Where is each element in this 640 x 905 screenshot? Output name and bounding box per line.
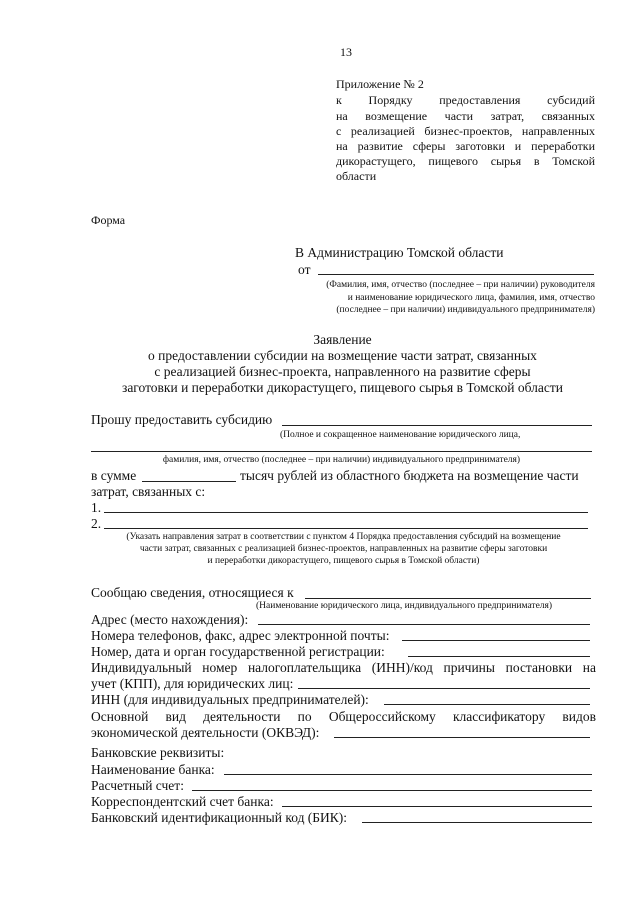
bik-field[interactable]: [362, 822, 592, 823]
appendix-line-1: к Порядку предоставления субсидий: [336, 93, 595, 107]
phones-field[interactable]: [402, 640, 590, 641]
cost-item-1-label: 1.: [91, 500, 102, 515]
cost-item-1-field[interactable]: [104, 512, 588, 513]
appendix-line-2: на возмещение части затрат, связанных: [336, 109, 595, 123]
bank-name-label: Наименование банка:: [91, 762, 215, 777]
sum-label: в сумме: [91, 468, 137, 483]
sum-text: тысяч рублей из областного бюджета на возмещение части: [240, 468, 579, 483]
appendix-title: Приложение № 2: [336, 77, 424, 91]
page-number: 13: [340, 45, 352, 59]
request-applicant-field-2[interactable]: [91, 451, 592, 452]
inn-ip-label: ИНН (для индивидуальных предпринимателей):: [91, 692, 369, 707]
okved-label-2: экономической деятельности (ОКВЭД):: [91, 725, 320, 740]
sum-field[interactable]: [142, 481, 236, 482]
bank-name-field[interactable]: [224, 774, 592, 775]
appendix-line-5: дикорастущего, пищевого сырья в Томской: [336, 154, 595, 168]
request-hint-1: (Полное и сокращенное наименование юридического лица,: [280, 430, 521, 440]
inn-kpp-field[interactable]: [298, 688, 590, 689]
request-hint-2: фамилия, имя, отчество (последнее – при наличии) индивидуального предпринимателя): [162, 455, 521, 465]
statement-line-2: с реализацией бизнес-проекта, направленного на развитие сферы: [154, 364, 531, 379]
request-label: Прошу предоставить субсидию: [91, 412, 273, 427]
addressee-to: В Администрацию Томской области: [295, 245, 504, 260]
address-field[interactable]: [258, 624, 590, 625]
inn-kpp-label-2: учет (КПП), для юридических лиц:: [91, 676, 294, 691]
bik-label: Банковский идентификационный код (БИК):: [91, 810, 348, 825]
appendix-line-4: на развитие сферы заготовки и переработки: [336, 139, 595, 153]
cost-item-2-field[interactable]: [104, 528, 588, 529]
info-label: Сообщаю сведения, относящиеся к: [91, 585, 294, 600]
statement-title: Заявление: [313, 332, 372, 347]
info-hint: (Наименование юридического лица, индивидуального предпринимателя): [256, 601, 553, 611]
registration-field[interactable]: [408, 656, 590, 657]
account-field[interactable]: [192, 790, 592, 791]
request-applicant-field[interactable]: [282, 425, 592, 426]
phones-label: Номера телефонов, факс, адрес электронной почты:: [91, 628, 390, 643]
registration-label: Номер, дата и орган государственной регистрации:: [91, 644, 385, 659]
form-label: Форма: [91, 213, 126, 227]
appendix-line-3: с реализацией бизнес-проектов, направленных: [336, 124, 595, 138]
appendix-line-6: области: [336, 169, 377, 183]
inn-kpp-label-1: Индивидуальный номер налогоплательщика (ИНН)/код причины постановки на: [91, 660, 596, 675]
addressee-from-label: от: [298, 262, 311, 277]
address-label: Адрес (место нахождения):: [91, 612, 249, 627]
addressee-hint-1: (Фамилия, имя, отчество (последнее – при наличии) руководителя: [326, 280, 595, 290]
account-label: Расчетный счет:: [91, 778, 184, 793]
items-hint-2: части затрат, связанных с реализацией бизнес-проектов, направленных на развитие сферы заготовки: [139, 544, 548, 554]
statement-line-3: заготовки и переработки дикорастущего, пищевого сырья в Томской области: [121, 380, 564, 395]
items-hint-1: (Указать направления затрат в соответствии с пунктом 4 Порядка предоставления субсидий на возмещение: [126, 532, 561, 542]
costs-label: затрат, связанных с:: [91, 484, 206, 499]
corr-account-label: Корреспондентский счет банка:: [91, 794, 274, 809]
corr-account-field[interactable]: [282, 806, 592, 807]
addressee-hint-3: (последнее – при наличии) индивидуального предпринимателя): [336, 305, 595, 315]
addressee-from-field[interactable]: [318, 274, 594, 275]
statement-line-1: о предоставлении субсидии на возмещение части затрат, связанных: [148, 348, 537, 363]
info-entity-field[interactable]: [305, 598, 591, 599]
inn-ip-field[interactable]: [384, 704, 590, 705]
bank-title: Банковские реквизиты:: [91, 745, 225, 760]
cost-item-2-label: 2.: [91, 516, 102, 531]
okved-label-1: Основной вид деятельности по Общероссийскому классификатору видов: [91, 709, 596, 724]
items-hint-3: и переработки дикорастущего, пищевого сырья в Томской области): [207, 556, 480, 566]
okved-field[interactable]: [334, 737, 590, 738]
addressee-hint-2: и наименование юридического лица, фамилия, имя, отчество: [347, 293, 595, 303]
